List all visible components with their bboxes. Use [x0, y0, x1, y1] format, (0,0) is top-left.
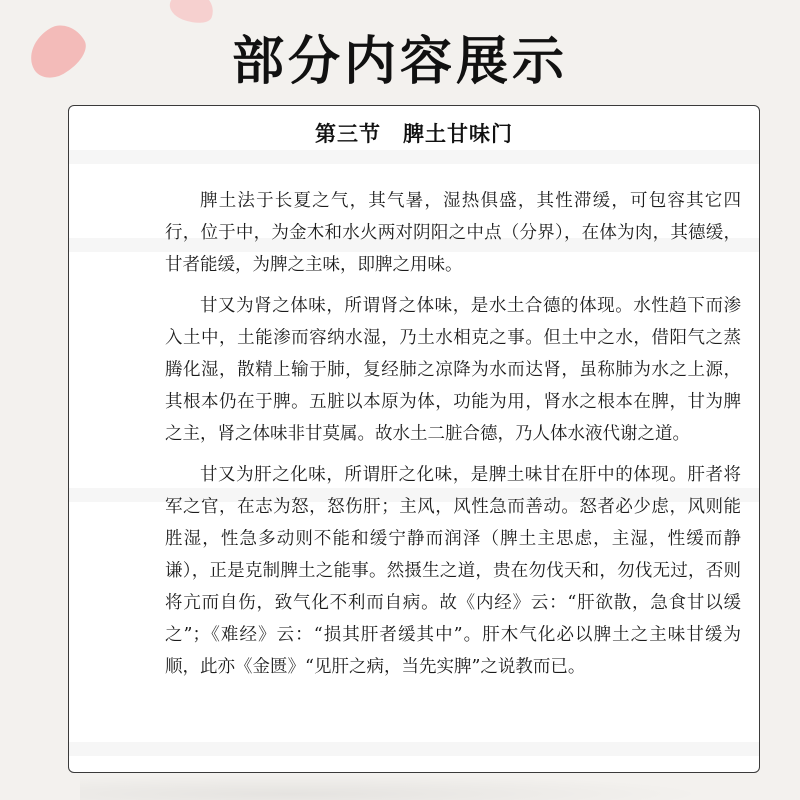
bleed-through-line — [69, 742, 759, 756]
section-heading: 第三节 脾土甘味门 — [315, 121, 513, 146]
background-ink-wash — [80, 770, 780, 800]
paragraph: 脾土法于长夏之气，其气暑，湿热俱盛，其性滞缓，可包容其它四行，位于中，为金木和水火两对阴阳之中点（分界），在体为肉，其德缓，甘者能缓，为脾之主味，即脾之用味。 — [165, 191, 741, 275]
paragraph: 甘又为肾之体味，所谓肾之体味，是水土合德的体现。水性趋下而渗入土中，土能渗而容纳水湿，乃土水相克之事。但土中之水，借阳气之蒸腾化湿，散精上输于肺，复经肺之凉降为水而达肾，虽称肺为水之上源，其根本仍在于脾。五脏以本原为体，功能为用，肾水之根本在脾，甘为脾之主，肾之体味非甘莫属。故水土二脏合德，乃人体水液代谢之道。 — [165, 296, 741, 444]
document-page — [68, 105, 760, 773]
page-title: 部分内容展示 — [231, 32, 568, 92]
body-text — [165, 185, 741, 692]
paragraph: 甘又为肝之化味，所谓肝之化味，是脾土味甘在肝中的体现。肝者将军之官，在志为怒，怒伤肝；主风，风性急而善动。怒者必少虑，风则能胜湿，性急多动则不能和缓宁静而润泽（脾土主思虑，主湿，性缓而静谦），正是克制脾土之能事。然摄生之道，贵在勿伐天和，勿伐无过，否则将亢而自伤，致气化不利而自病。故《内经》云：“肝欲散，急食甘以缓之”；《难经》云：“损其肝者缓其中”。肝木气化必以脾土之主味甘缓为顺，此亦《金匮》“见肝之病，当先实脾”之说教而已。 — [165, 465, 741, 677]
